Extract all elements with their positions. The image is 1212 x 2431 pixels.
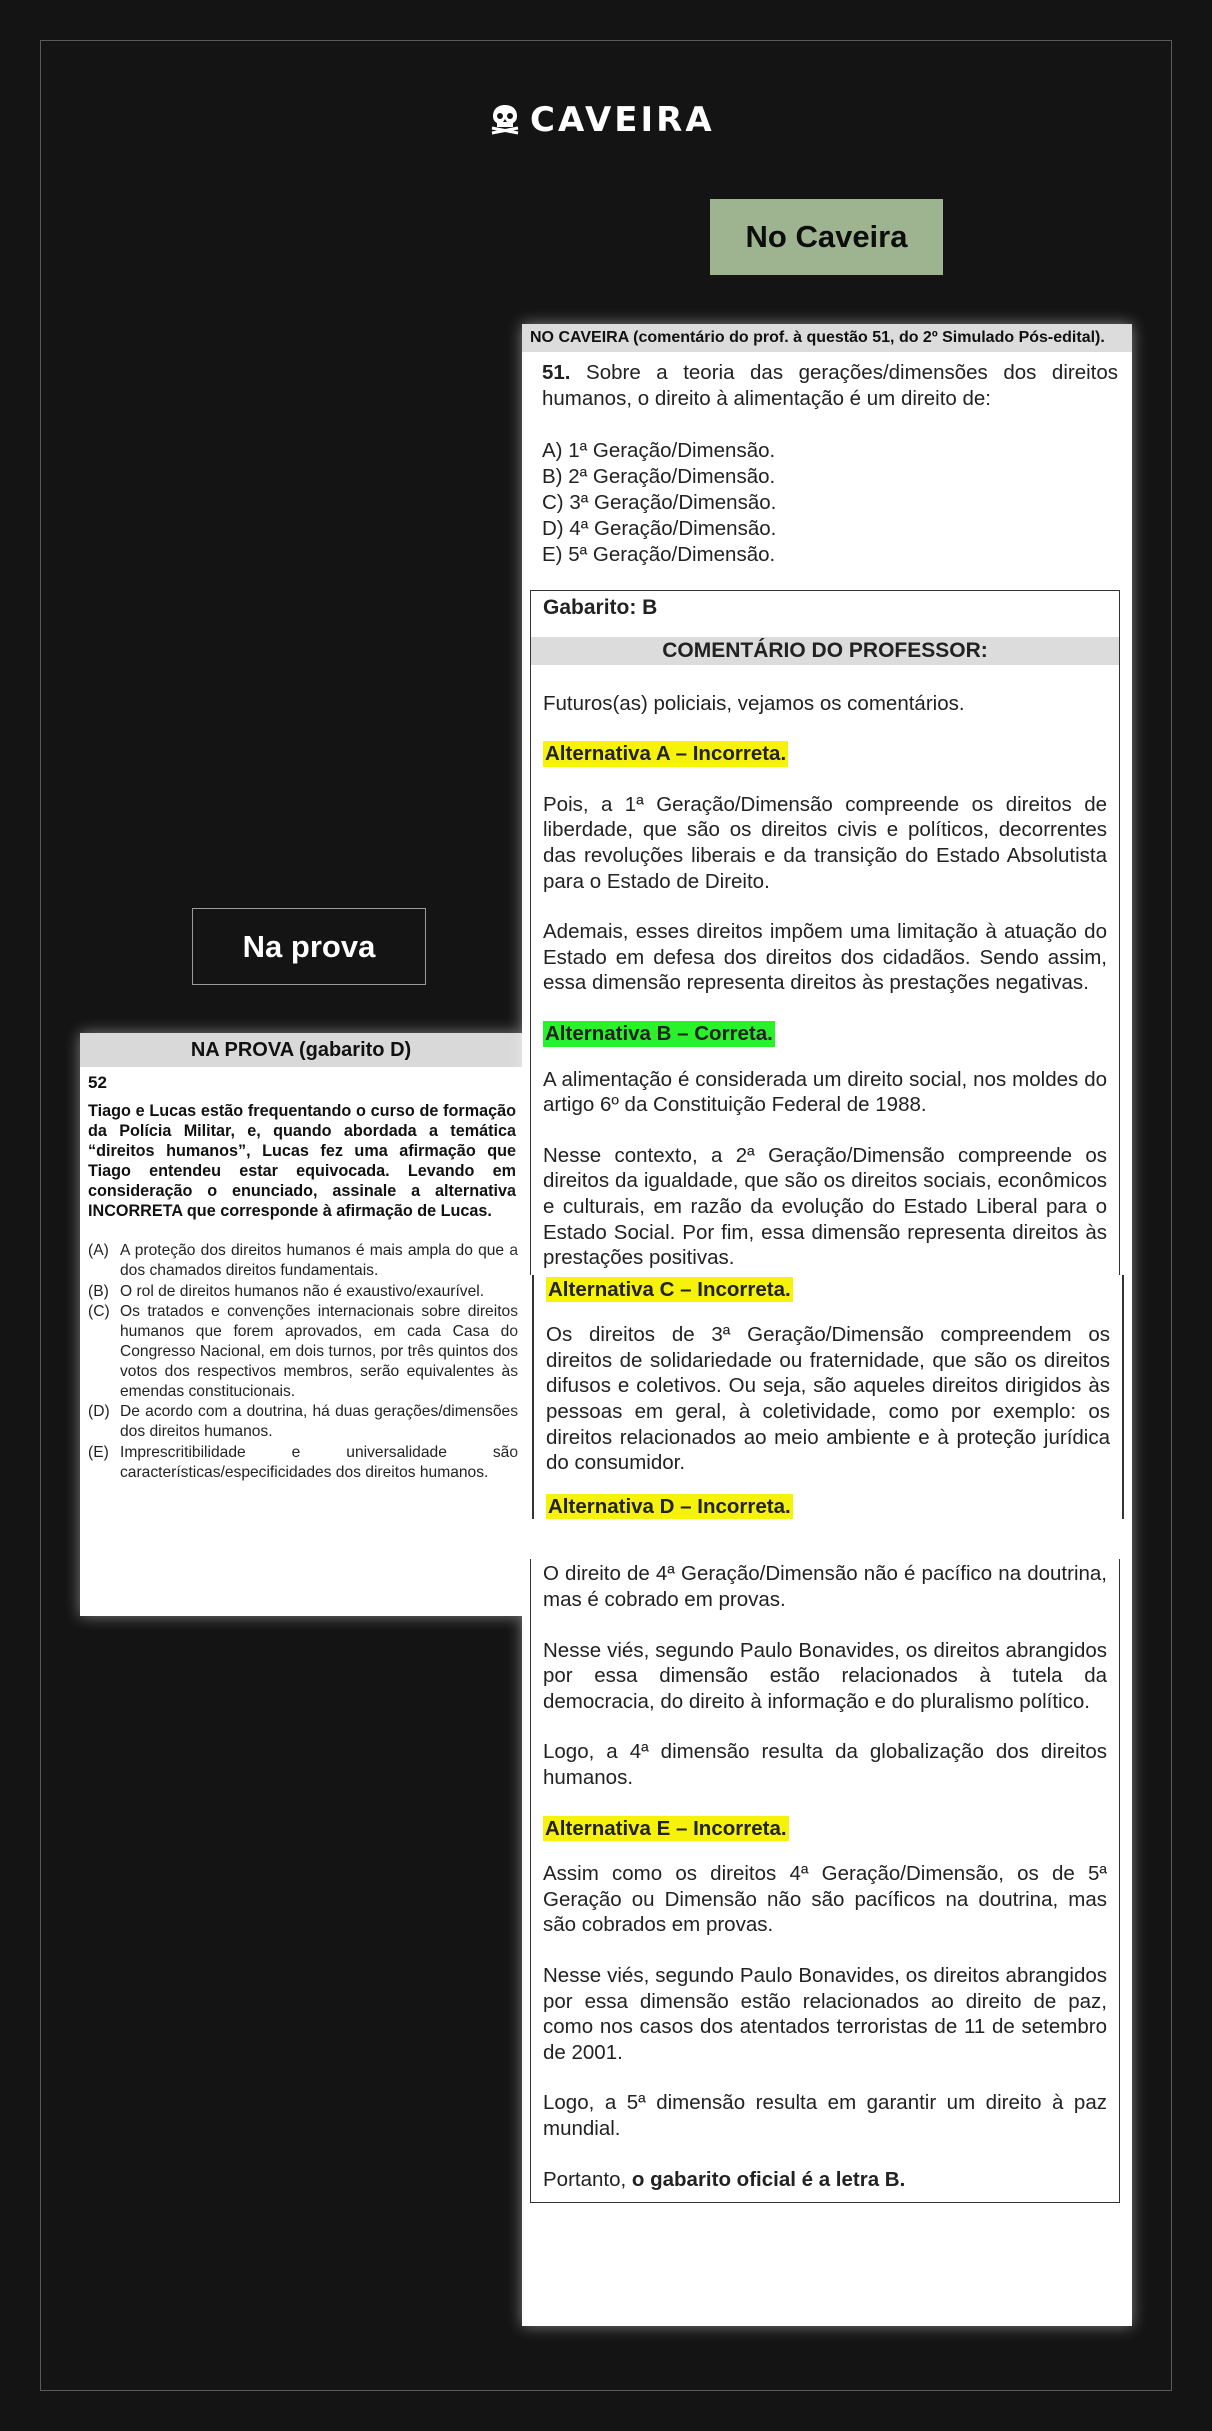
alternative-e-paragraph: Logo, a 5ª dimensão resulta em garantir um direito à paz mundial. (543, 2091, 1107, 2140)
prova-alternative (88, 1282, 518, 1302)
conclusion (543, 2167, 1107, 2193)
alternative-e-paragraph: Nesse viés, segundo Paulo Bonavides, os direitos abrangidos por essa dimensão estão relacionados ao direito de paz, como nos casos dos atentados terroristas de 11 de setembro de 2001. (543, 1963, 1107, 2064)
caveira-option: B) 2ª Geração/Dimensão. (542, 465, 776, 488)
prova-question-stem: Tiago e Lucas estão frequentando o curso de formação da Polícia Militar, e, quando abordada a temática “direitos humanos”, Lucas fez uma afirmação que Tiago entendeu estar equivocada. Levando em consideração o enunciado, assinale a alternativa INCORRETA que corresponde à afirmação de Lucas. (88, 1102, 516, 1220)
alternative-letter: (E) (88, 1443, 109, 1461)
alternative-text: Imprescritibilidade e universalidade são características/especificidades dos direitos humanos. (120, 1443, 518, 1481)
conclusion-prefix: Portanto, (543, 2167, 632, 2191)
comment-header: COMENTÁRIO DO PROFESSOR: (531, 637, 1119, 665)
caveira-logo (488, 98, 715, 142)
alternative-text: Os tratados e convenções internacionais sobre direitos humanos que forem aprovados, em cada Casa do Congresso Nacional, em dois turnos, por três quintos dos votos dos respectivos membros, serão equivalentes às emendas constitucionais. (120, 1303, 518, 1400)
no-caveira-card (522, 324, 1132, 2326)
caveira-question-number: 51. (542, 361, 571, 384)
comment-box-2 (532, 1275, 1124, 1520)
alternative-a-paragraph: Pois, a 1ª Geração/Dimensão compreende os direitos de liberdade, que são os direitos civis e políticos, decorrentes das revoluções liberais e da transição do Estado Absolutista para o Estado de Direito. (543, 792, 1107, 893)
conclusion-answer: o gabarito oficial é a letra B. (631, 2167, 906, 2191)
caveira-question-text: Sobre a teoria das gerações/dimensões dos direitos humanos, o direito à alimentação é um direito de: (542, 361, 1118, 410)
na-prova-tag: Na prova (192, 908, 426, 985)
alternative-d-paragraph: Logo, a 4ª dimensão resulta da globalização dos direitos humanos. (543, 1740, 1107, 1789)
alternative-b-paragraph: A alimentação é considerada um direito social, nos moldes do artigo 6º da Constituição Federal de 1988. (543, 1067, 1107, 1117)
comment-intro: Futuros(as) policiais, vejamos os comentários. (543, 691, 965, 715)
skull-icon (488, 103, 522, 137)
alternative-letter: (D) (88, 1403, 110, 1421)
alternative-e-label: Alternativa E – Incorreta. (545, 1816, 787, 1840)
gabarito: Gabarito: B (543, 596, 658, 619)
alternative-d-label: Alternativa D – Incorreta. (548, 1494, 791, 1518)
caveira-option: C) 3ª Geração/Dimensão. (542, 491, 777, 514)
caveira-header: NO CAVEIRA (comentário do prof. à questão 51, do 2º Simulado Pós-edital). (522, 324, 1132, 352)
na-prova-card (80, 1033, 522, 1616)
alternative-e-paragraph: Assim como os direitos 4ª Geração/Dimensão, os de 5ª Geração ou Dimensão não são pacíficos na doutrina, mas são cobrados em provas. (543, 1862, 1107, 1937)
prova-alternative (88, 1443, 518, 1483)
caveira-option: E) 5ª Geração/Dimensão. (542, 543, 776, 566)
prova-alternative (88, 1241, 518, 1281)
alternative-c-paragraph: Os direitos de 3ª Geração/Dimensão compreendem os direitos de solidariedade ou fraternidade, que são os direitos difusos e coletivos. Ou seja, são aqueles direitos dirigidos às pessoas em geral, à coletividade, como por exemplo: os direitos relacionados ao meio ambiente e à proteção jurídica do consumidor. (546, 1323, 1110, 1475)
alternative-letter: (A) (88, 1242, 109, 1259)
alternative-b-label: Alternativa B – Correta. (545, 1021, 773, 1045)
caveira-option: A) 1ª Geração/Dimensão. (542, 439, 776, 462)
caveira-options (542, 438, 1118, 568)
comment-box-3 (530, 1559, 1120, 2203)
prova-alternative (88, 1402, 518, 1442)
prova-question-number: 52 (88, 1073, 107, 1092)
alternative-d-paragraph: Nesse viés, segundo Paulo Bonavides, os direitos abrangidos por essa dimensão estão relacionados à tutela da democracia, do direito à informação e do pluralismo político. (543, 1638, 1107, 1713)
alternative-c-label: Alternativa C – Incorreta. (548, 1277, 791, 1301)
alternative-d-paragraph: O direito de 4ª Geração/Dimensão não é pacífico na doutrina, mas é cobrado em provas. (543, 1562, 1107, 1612)
logo-text: CAVEIRA (530, 100, 715, 140)
caveira-question (522, 352, 1132, 568)
alternative-a-paragraph: Ademais, esses direitos impõem uma limitação à atuação do Estado em defesa dos direitos dos cidadãos. Sendo assim, essa dimensão representa direitos às prestações negativas. (543, 920, 1107, 995)
caveira-question-stem (542, 360, 1118, 412)
alternative-letter: (B) (88, 1282, 109, 1300)
alternative-letter: (C) (88, 1303, 110, 1321)
no-caveira-tag: No Caveira (710, 199, 943, 275)
prova-header: NA PROVA (gabarito D) (80, 1033, 522, 1067)
caveira-option: D) 4ª Geração/Dimensão. (542, 517, 777, 540)
alternative-text: O rol de direitos humanos não é exaustivo/exaurível. (120, 1282, 485, 1300)
alternative-b-paragraph: Nesse contexto, a 2ª Geração/Dimensão compreende os direitos da igualdade, que são os direitos sociais, econômicos e culturais, em razão da evolução do Estado Liberal para o Estado Social. Por fim, essa dimensão representa direitos às prestações positivas. (543, 1143, 1107, 1270)
prova-alternative (88, 1302, 518, 1401)
alternative-text: De acordo com a doutrina, há duas gerações/dimensões dos direitos humanos. (120, 1403, 518, 1441)
alternative-text: A proteção dos direitos humanos é mais ampla do que a dos chamados direitos fundamentais. (120, 1242, 518, 1279)
comment-box-1 (530, 590, 1120, 1275)
alternative-a-label: Alternativa A – Incorreta. (545, 742, 787, 766)
prova-alternatives (80, 1241, 522, 1483)
